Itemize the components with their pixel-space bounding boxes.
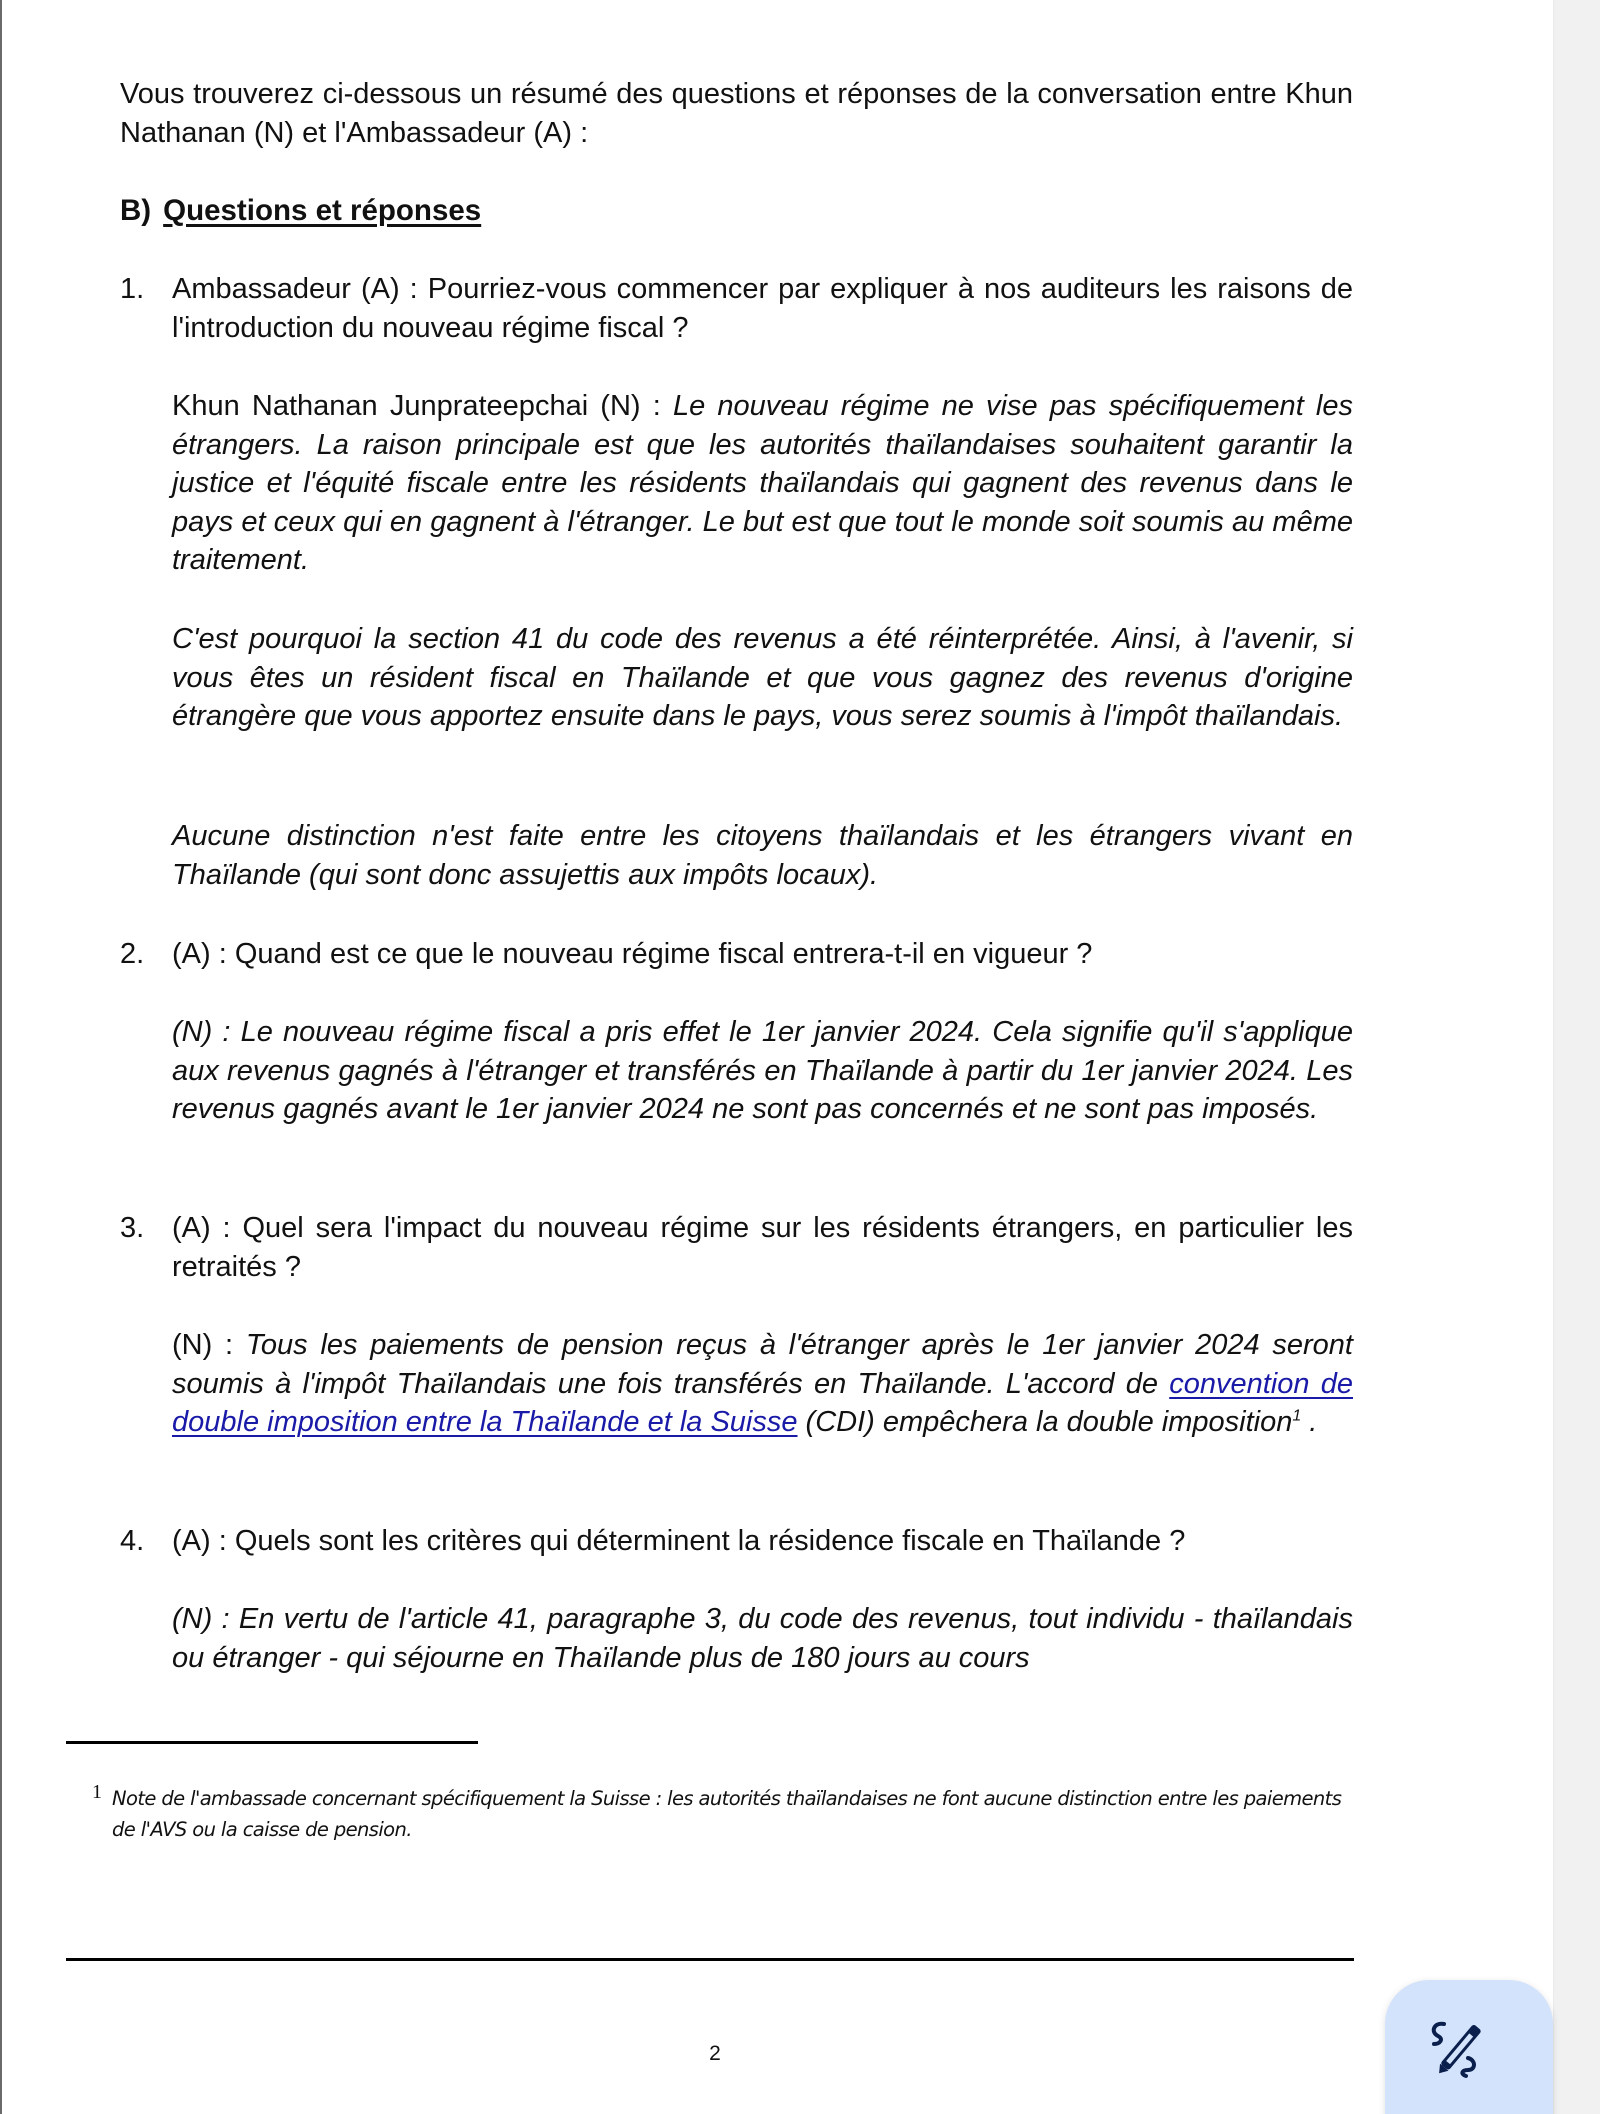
- page-number: 2: [709, 2042, 721, 2065]
- section-heading-title: Questions et réponses: [163, 194, 482, 227]
- question-text: (A) : Quels sont les critères qui déterminent la résidence fiscale en Thaïlande ?: [172, 1525, 1186, 1557]
- answer-speaker: (N) :: [172, 1329, 246, 1361]
- question-text: Ambassadeur (A) : Pourriez-vous commencer par expliquer à nos auditeurs les raisons de l'introduction du nouveau régime fiscal ?: [172, 273, 1353, 344]
- answer-4: (N) : En vertu de l'article 41, paragraphe 3, du code des revenus, tout individu - thaïlandais ou étranger - qui séjourne en Thaïlande plus de 180 jours au cours: [172, 1603, 1353, 1674]
- answer-1-paragraph-1: [172, 387, 1353, 580]
- answer-2: (N) : Le nouveau régime fiscal a pris effet le 1er janvier 2024. Cela signifie qu'il s'applique aux revenus gagnés à l'étranger et transférés en Thaïlande à partir du 1er janvier 2024. Les revenus gagnés avant le 1er janvier 2024 ne sont pas concernés et ne sont pas imposés.: [172, 1016, 1353, 1125]
- answer-text-end: .: [1301, 1406, 1318, 1438]
- answer-1-paragraph-3: Aucune distinction n'est faite entre les citoyens thaïlandais et les étrangers vivant en Thaïlande (qui sont donc assujettis aux impôts locaux).: [172, 820, 1353, 891]
- footnote-reference[interactable]: 1: [1292, 1407, 1302, 1425]
- footnote-mark: 1: [92, 1781, 102, 1803]
- answer-speaker: Khun Nathanan Junprateepchai (N) :: [172, 390, 673, 422]
- answer-text-continued: (CDI) empêchera la double imposition: [797, 1406, 1293, 1438]
- answer-3: [172, 1326, 1353, 1442]
- item-number: 4.: [120, 1525, 145, 1557]
- answer-1-paragraph-2: C'est pourquoi la section 41 du code des revenus a été réinterprétée. Ainsi, à l'avenir, si vous êtes un résident fiscal en Thaïlande et que vous gagnez des revenus d'origine étrangère que vous apportez ensuite dans le pays, vous serez soumis à l'impôt thaïlandais.: [172, 623, 1353, 732]
- qa-item-1: [120, 270, 1353, 347]
- footnote-text: Note de l'ambassade concernant spécifiquement la Suisse : les autorités thaïlandaises ne font aucune distinction entre les paiements de l'AVS ou la caisse de pension.: [112, 1787, 1342, 1841]
- answer-text: Tous les paiements de pension reçus à l'étranger après le 1er janvier 2024 seront soumis à l'impôt Thaïlandais une fois transférés en Thaïlande. L'accord de: [172, 1329, 1353, 1400]
- section-heading-number: B): [120, 194, 152, 227]
- qa-item-2: [120, 935, 1353, 974]
- footnote: [92, 1781, 1354, 1845]
- page-footer-rule: [66, 1958, 1354, 1961]
- footnote-separator: [66, 1741, 478, 1744]
- intro-paragraph: Vous trouverez ci-dessous un résumé des questions et réponses de la conversation entre Khun Nathanan (N) et l'Ambassadeur (A) :: [120, 78, 1353, 149]
- qa-item-3: [120, 1209, 1353, 1286]
- answer-text: Le nouveau régime ne vise pas spécifiquement les étrangers. La raison principale est que les autorités thaïlandaises souhaitent garantir la justice et l'équité fiscale entre les résidents thaïlandais qui gagnent des revenus dans le pays et ceux qui en gagnent à l'étranger. Le but est que tout le monde soit soumis au même traitement.: [172, 390, 1353, 576]
- annotate-button[interactable]: [1385, 1980, 1553, 2114]
- viewer-side-panel: [1553, 0, 1600, 2114]
- item-number: 2.: [120, 938, 145, 970]
- question-text: (A) : Quel sera l'impact du nouveau régime sur les résidents étrangers, en particulier les retraités ?: [172, 1212, 1353, 1283]
- draw-pencil-icon: [1428, 2018, 1488, 2082]
- item-number: 1.: [120, 273, 145, 305]
- section-heading: [120, 192, 481, 231]
- tax-convention-link[interactable]: convention de double imposition entre la Thaïlande et la Suisse: [172, 1367, 1353, 1438]
- qa-item-4: [120, 1522, 1353, 1561]
- item-number: 3.: [120, 1212, 145, 1244]
- question-text: (A) : Quand est ce que le nouveau régime fiscal entrera-t-il en vigueur ?: [172, 938, 1093, 970]
